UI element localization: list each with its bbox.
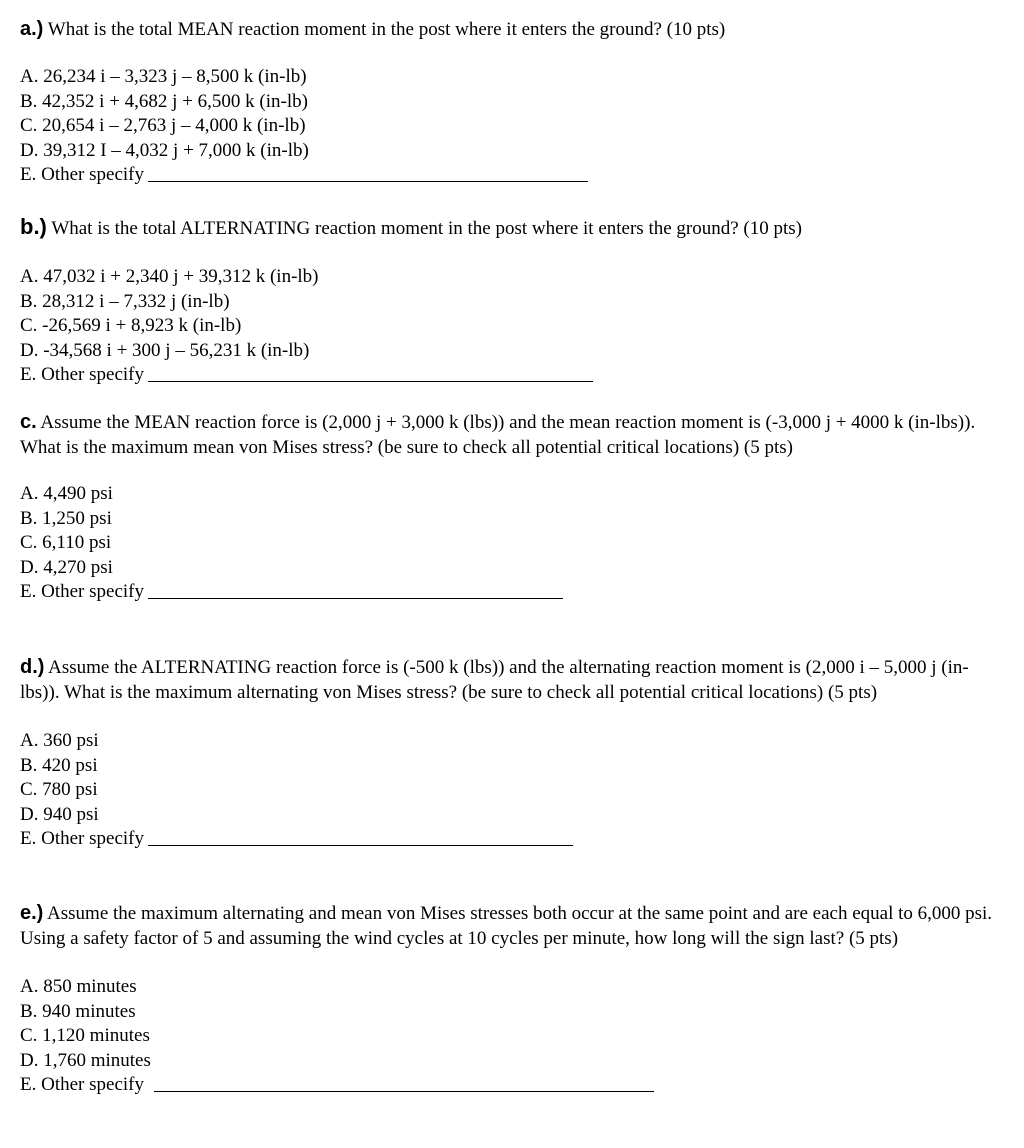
option-b[interactable]: B. 940 minutes	[20, 1000, 136, 1022]
specify-answer-line[interactable]	[148, 380, 593, 382]
option-b[interactable]: B. 28,312 i – 7,332 j (in-lb)	[20, 290, 230, 312]
option-d[interactable]: D. 39,312 I – 4,032 j + 7,000 k (in-lb)	[20, 139, 309, 161]
question-b-header	[20, 214, 995, 241]
option-e-other[interactable]	[20, 1073, 995, 1098]
specify-answer-line[interactable]	[148, 844, 573, 846]
specify-answer-line[interactable]	[154, 1090, 654, 1092]
option-e-label: E. Other specify	[20, 828, 144, 849]
option-e-label: E. Other specify	[20, 164, 144, 185]
option-c[interactable]: C. 6,110 psi	[20, 532, 112, 553]
question-letter: c.	[20, 411, 37, 433]
option-d[interactable]: D. 1,760 minutes	[20, 1049, 151, 1071]
option-d[interactable]: D. -34,568 i + 300 j – 56,231 k (in-lb)	[20, 339, 310, 361]
option-a[interactable]: A. 47,032 i + 2,340 j + 39,312 k (in-lb)	[20, 266, 319, 287]
option-c[interactable]: C. -26,569 i + 8,923 k (in-lb)	[20, 315, 242, 336]
question-d-header	[20, 655, 995, 705]
option-e-other[interactable]	[20, 363, 995, 388]
option-e-label: E. Other specify	[20, 1074, 144, 1095]
question-b	[20, 214, 995, 388]
option-a[interactable]: A. 850 minutes	[20, 976, 137, 997]
answer-options	[20, 729, 995, 852]
question-prompt: Assume the maximum alternating and mean von Mises stresses both occur at the same point and are each equal to 6,000 psi. Using a safety factor of 5 and assuming the wind cycles at 10 cycles per minute, how long will the sign last? (5 pts)	[20, 903, 993, 949]
question-letter: b.)	[20, 214, 47, 239]
option-c[interactable]: C. 20,654 i – 2,763 j – 4,000 k (in-lb)	[20, 115, 306, 136]
option-d[interactable]: D. 940 psi	[20, 803, 99, 825]
answer-options	[20, 65, 995, 188]
option-e-other[interactable]	[20, 580, 995, 605]
answer-options	[20, 975, 995, 1098]
question-prompt: Assume the MEAN reaction force is (2,000 j + 3,000 k (lbs)) and the mean reaction moment is (-3,000 j + 4000 k (in-lbs)). What is the maximum mean von Mises stress? (be sure to check all potential critical locations) (5 pts)	[20, 412, 976, 458]
question-letter: e.)	[20, 902, 44, 924]
specify-answer-line[interactable]	[148, 180, 588, 182]
option-a[interactable]: A. 4,490 psi	[20, 483, 113, 504]
option-b[interactable]: B. 420 psi	[20, 754, 98, 776]
option-a[interactable]: A. 360 psi	[20, 730, 99, 751]
option-a[interactable]: A. 26,234 i – 3,323 j – 8,500 k (in-lb)	[20, 66, 307, 87]
question-prompt: What is the total MEAN reaction moment in the post where it enters the ground? (10 pts)	[47, 19, 726, 40]
option-b[interactable]: B. 1,250 psi	[20, 507, 112, 529]
question-d	[20, 655, 995, 852]
answer-options	[20, 265, 995, 388]
question-c	[20, 410, 995, 605]
question-e-header	[20, 901, 995, 951]
option-e-label: E. Other specify	[20, 364, 144, 385]
option-e-other[interactable]	[20, 827, 995, 852]
option-d[interactable]: D. 4,270 psi	[20, 556, 113, 578]
option-c[interactable]: C. 780 psi	[20, 779, 98, 800]
option-e-other[interactable]	[20, 163, 995, 188]
question-letter: d.)	[20, 656, 45, 678]
question-prompt: What is the total ALTERNATING reaction moment in the post where it enters the ground? (10 pts)	[51, 218, 802, 239]
question-letter: a.)	[20, 18, 44, 40]
question-prompt: Assume the ALTERNATING reaction force is (-500 k (lbs)) and the alternating reaction moment is (2,000 i – 5,000 j (in-lbs)). What is the maximum alternating von Mises stress? (be sure to check all potential critical locations) (5 pts)	[20, 657, 969, 703]
question-c-header	[20, 410, 995, 460]
question-e	[20, 901, 995, 1098]
answer-options	[20, 482, 995, 605]
specify-answer-line[interactable]	[148, 597, 563, 599]
option-b[interactable]: B. 42,352 i + 4,682 j + 6,500 k (in-lb)	[20, 90, 308, 112]
question-a	[20, 17, 995, 188]
option-e-label: E. Other specify	[20, 581, 144, 602]
option-c[interactable]: C. 1,120 minutes	[20, 1025, 150, 1046]
question-a-header	[20, 17, 995, 42]
